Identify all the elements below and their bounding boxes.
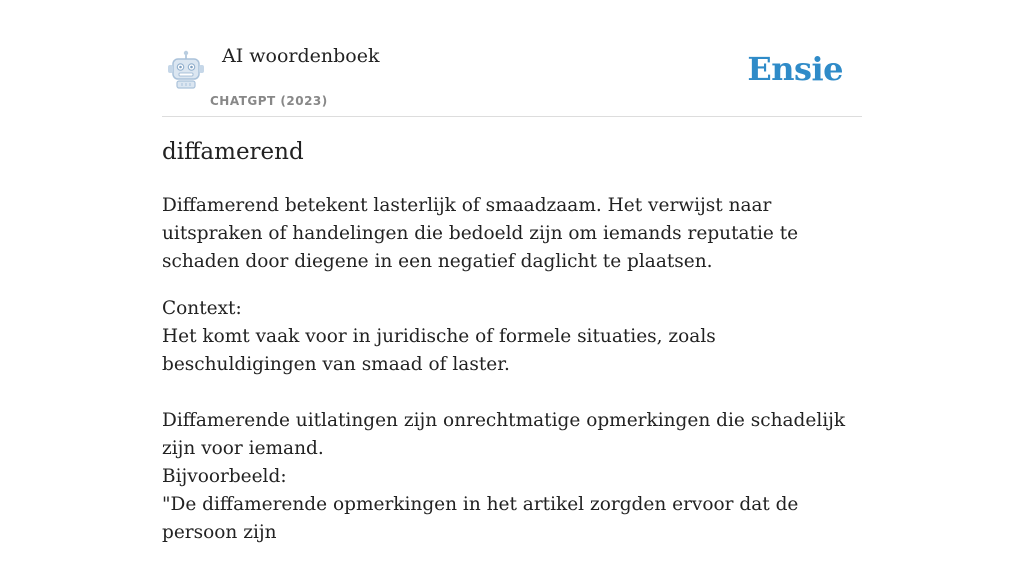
- robot-icon: [166, 50, 206, 90]
- usage-paragraph: [162, 407, 862, 547]
- entry-card: [162, 0, 862, 543]
- entry-header: [162, 0, 862, 117]
- example-label: Bijvoorbeeld:: [162, 466, 287, 487]
- context-paragraph: [162, 295, 862, 379]
- context-label: Context:: [162, 298, 242, 319]
- dictionary-title[interactable]: AI woordenboek: [222, 45, 380, 67]
- context-text: Het komt vaak voor in juridische of formele situaties, zoals beschuldigingen van smaad of laster.: [162, 326, 716, 375]
- definition-body: [162, 192, 862, 566]
- example-text: "De diffamerende opmerkingen in het artikel zorgden ervoor dat de persoon zijn: [162, 494, 799, 543]
- ensie-logo[interactable]: Ensie: [747, 50, 843, 88]
- usage-text: Diffamerende uitlatingen zijn onrechtmatige opmerkingen die schadelijk zijn voor iemand.: [162, 410, 846, 459]
- source-label: CHATGPT (2023): [210, 94, 328, 108]
- headword: diffamerend: [162, 139, 304, 165]
- definition-paragraph: Diffamerend betekent lasterlijk of smaadzaam. Het verwijst naar uitspraken of handelingen die bedoeld zijn om iemands reputatie te schaden door diegene in een negatief daglicht te plaatsen.: [162, 195, 799, 272]
